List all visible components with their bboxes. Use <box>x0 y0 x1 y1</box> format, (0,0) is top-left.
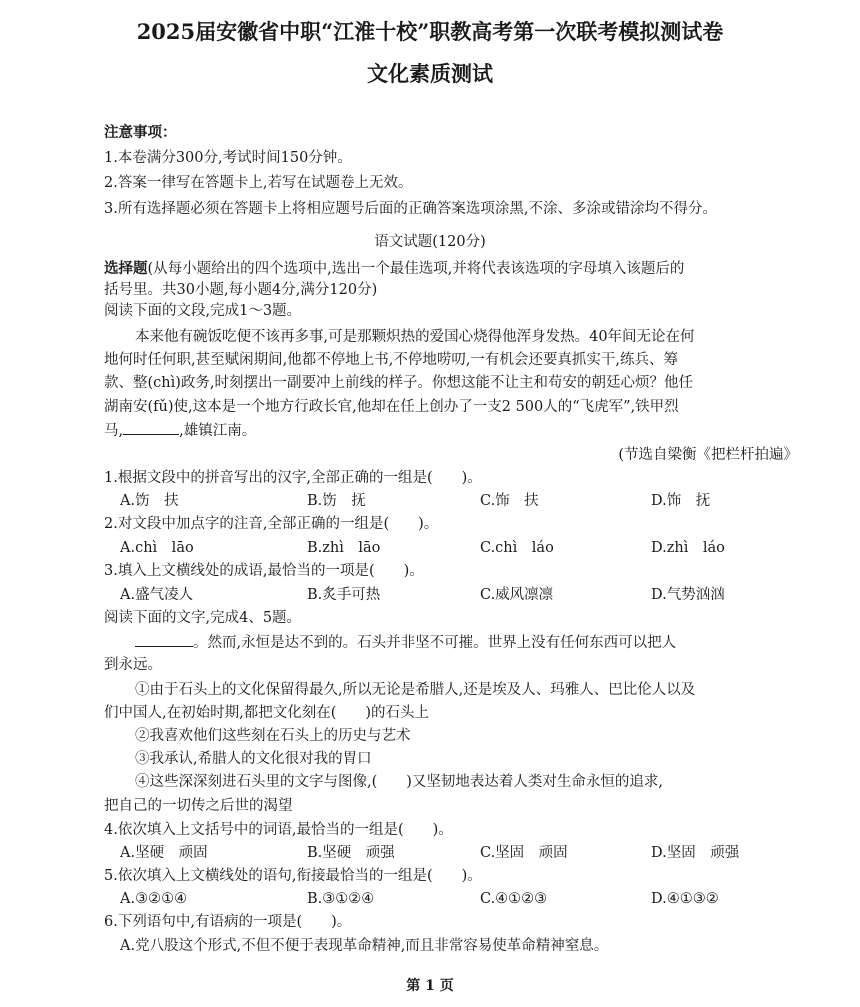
passage2-line <box>135 632 676 653</box>
passage1-last-line <box>104 420 256 441</box>
notice-item: 2.答案一律写在答题卡上,若写在试题卷上无效。 <box>104 175 413 191</box>
option-c: C.坚固 顽固 <box>480 845 568 861</box>
notice-item: 3.所有选择题必须在答题卡上将相应题号后面的正确答案选项涂黑,不涂、多涂或错涂均不得分。 <box>104 201 717 217</box>
intro-label: 选择题 <box>104 260 148 277</box>
intro-text: (从每小题给出的四个选项中,选出一个最佳选项,并将代表该选项的字母填入该题后的 <box>147 261 685 277</box>
text-fragment: ,雄镇江南。 <box>179 423 257 439</box>
option-d: D.zhì láo <box>651 540 725 556</box>
passage2-lead: 阅读下面的文字,完成4、5题。 <box>104 610 302 626</box>
exam-subtitle: 文化素质测试 <box>367 61 493 86</box>
option-a: A.坚硬 顽固 <box>120 845 208 861</box>
option-b: B.坚硬 顽强 <box>307 845 395 861</box>
sentence-3: ③我承认,希腊人的文化很对我的胃口 <box>135 751 372 767</box>
sentence-2: ②我喜欢他们这些刻在石头上的历史与艺术 <box>135 728 411 744</box>
question-stem: 6.下列语句中,有语病的一项是( )。 <box>104 914 352 930</box>
page-number: 第 1 页 <box>406 978 454 994</box>
section-intro-line2: 括号里。共30小题,每小题4分,满分120分) <box>104 282 378 298</box>
question-stem: 4.依次填入上文括号中的词语,最恰当的一组是( )。 <box>104 822 453 838</box>
option-a: A.饬 扶 <box>120 493 179 509</box>
option-d: D.坚固 顽强 <box>651 845 740 861</box>
option-c: C.饰 扶 <box>480 493 539 509</box>
text-fragment: 。然而,永恒是达不到的。石头并非坚不可摧。世界上没有任何东西可以把人 <box>193 635 677 651</box>
option-b: B.饬 抚 <box>307 493 366 509</box>
option-c: C.chì láo <box>480 540 554 556</box>
option-d: D.饰 抚 <box>651 493 711 509</box>
option-a: A.③②①④ <box>120 891 188 907</box>
passage2-line: 到永远。 <box>104 657 162 673</box>
notice-heading: 注意事项： <box>104 124 177 141</box>
passage1-source: (节选自梁衡《把栏杆拍遍》 <box>618 447 798 463</box>
option-a: A.党八股这个形式,不但不便于表现革命精神,而且非常容易使革命精神窒息。 <box>120 938 609 954</box>
passage1-line: 本来他有碗饭吃便不该再多事,可是那颗炽热的爱国心烧得他浑身发热。40年间无论在何 <box>135 329 695 345</box>
question-stem: 1.根据文段中的拼音写出的汉字,全部正确的一组是( )。 <box>104 470 482 486</box>
passage1-line: 地何时任何职,甚至赋闲期间,他都不停地上书,不停地唠叨,一有机会还要真抓实干,练兵、筹 <box>104 352 679 368</box>
option-d: D.④①③② <box>651 891 719 907</box>
option-b: B.炙手可热 <box>307 587 381 603</box>
fill-blank <box>123 420 179 435</box>
section-intro <box>104 259 684 279</box>
sentence-4: ④这些深深刻进石头里的文字与图像,( )又坚韧地表达着人类对生命永恒的追求, <box>135 774 664 790</box>
passage1-line: 湖南安(fǔ)使,这本是一个地方行政长官,他却在任上创办了一支2 500人的“飞虎军”,铁甲烈 <box>104 399 679 415</box>
section-title: 语文试题(120分) <box>374 234 486 250</box>
option-a: A.盛气凌人 <box>120 587 194 603</box>
sentence-1: ①由于石头上的文化保留得最久,所以无论是希腊人,还是埃及人、玛雅人、巴比伦人以及 <box>135 682 696 698</box>
passage1-lead: 阅读下面的文段,完成1～3题。 <box>104 303 302 319</box>
option-b: B.zhì lāo <box>307 540 381 556</box>
option-d: D.气势汹汹 <box>651 587 725 603</box>
fill-blank <box>135 632 193 647</box>
text-fragment: 马, <box>104 423 124 439</box>
option-a: A.chì lāo <box>120 540 194 556</box>
passage1-line: 款、整(chì)政务,时刻摆出一副要冲上前线的样子。你想这能不让主和苟安的朝廷心烦？他任 <box>104 375 694 391</box>
notice-item: 1.本卷满分300分,考试时间150分钟。 <box>104 150 352 166</box>
sentence-4-cont: 把自己的一切传之后世的渴望 <box>104 798 293 814</box>
sentence-1-cont: 们中国人,在初始时期,都把文化刻在( )的石头上 <box>104 705 430 721</box>
exam-title: 2025届安徽省中职“江淮十校”职教高考第一次联考模拟测试卷 <box>136 19 724 44</box>
question-stem: 3.填入上文横线处的成语,最恰当的一项是( )。 <box>104 563 424 579</box>
option-b: B.③①②④ <box>307 891 375 907</box>
question-stem: 2.对文段中加点字的注音,全部正确的一组是( )。 <box>104 516 439 532</box>
option-c: C.威风凛凛 <box>480 587 554 603</box>
option-c: C.④①②③ <box>480 891 548 907</box>
question-stem: 5.依次填入上文横线处的语句,衔接最恰当的一组是( )。 <box>104 868 482 884</box>
